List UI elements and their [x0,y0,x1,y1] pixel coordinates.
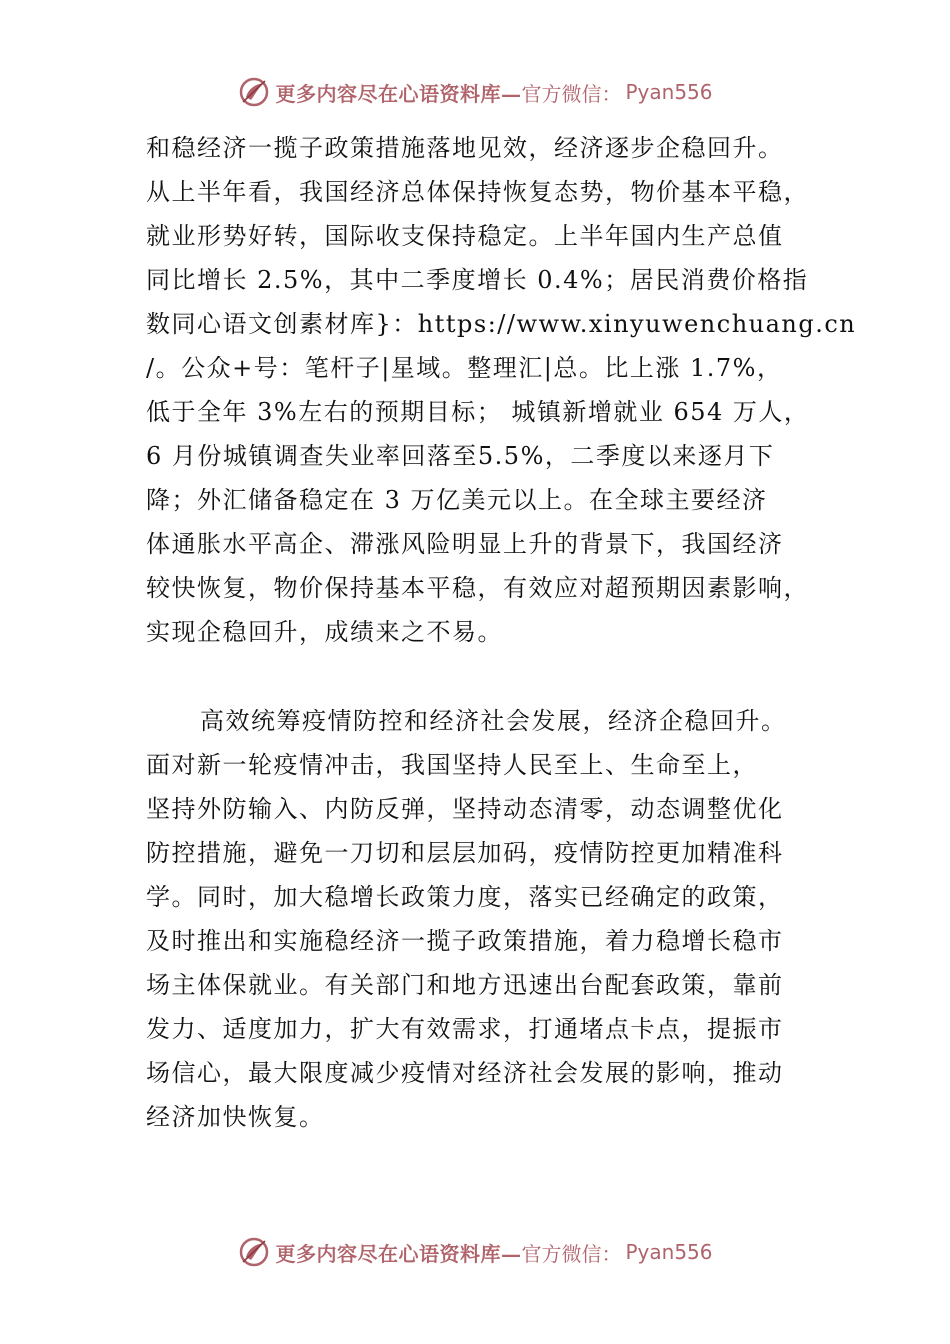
banner-wechat-id: Pyan556 [625,1240,713,1264]
banner-wechat-label: 官方微信： [521,81,622,106]
banner-wechat-label: 官方微信： [521,1241,622,1266]
text-line: 场信心，最大限度减少疫情对经济社会发展的影响，推动 [146,1059,784,1087]
text-line: 6 月份城镇调查失业率回落至5.5%，二季度以来逐月下 [146,442,775,470]
text-line: 实现企稳回升，成绩来之不易。 [146,618,503,646]
text-line: 同比增长 2.5%，其中二季度增长 0.4%；居民消费价格指 [146,266,809,294]
paragraph-1 [146,126,857,654]
text-line: /。公众+号：笔杆子|星域。整理汇|总。比上涨 1.7%， [146,354,783,382]
text-line: 体通胀水平高企、滞涨风险明显上升的背景下，我国经济 [146,530,784,558]
logo-icon [237,1235,271,1269]
paragraph-2 [146,699,846,1139]
text-line: 高效统筹疫情防控和经济社会发展，经济企稳回升。 [200,707,787,735]
banner-wechat-id: Pyan556 [625,80,713,104]
header-banner [0,72,950,112]
paragraph-spacer [146,654,846,699]
logo-icon [237,75,271,109]
text-line: 降；外汇储备稳定在 3 万亿美元以上。在全球主要经济 [146,486,768,514]
text-line: 较快恢复，物价保持基本平稳，有效应对超预期因素影响， [146,574,809,602]
text-line: 从上半年看，我国经济总体保持恢复态势，物价基本平稳， [146,178,809,206]
text-line: 及时推出和实施稳经济一揽子政策措施，着力稳增长稳市 [146,927,784,955]
text-line: 经济加快恢复。 [146,1103,325,1131]
document-body [146,126,857,1139]
text-line: 面对新一轮疫情冲击，我国坚持人民至上、生命至上， [146,751,758,779]
text-line: 场主体保就业。有关部门和地方迅速出台配套政策，靠前 [146,971,784,999]
text-line: 坚持外防输入、内防反弹，坚持动态清零，动态调整优化 [146,795,784,823]
text-line: 低于全年 3%左右的预期目标； 城镇新增就业 654 万人， [146,398,810,426]
text-line: 就业形势好转，国际收支保持稳定。上半年国内生产总值 [146,222,784,250]
text-line: 学。同时，加大稳增长政策力度，落实已经确定的政策， [146,883,784,911]
text-line: 防控措施，避免一刀切和层层加码，疫情防控更加精准科 [146,839,784,867]
text-line: 发力、适度加力，扩大有效需求，打通堵点卡点，提振市 [146,1015,784,1043]
banner-text: 更多内容尽在心语资料库— [275,81,522,106]
footer-banner [0,1232,950,1272]
text-line: 和稳经济一揽子政策措施落地见效，经济逐步企稳回升。 [146,134,784,162]
banner-text: 更多内容尽在心语资料库— [275,1241,522,1266]
text-line: 数同心语文创素材库}：https://www.xinyuwenchuang.cn [146,310,857,338]
